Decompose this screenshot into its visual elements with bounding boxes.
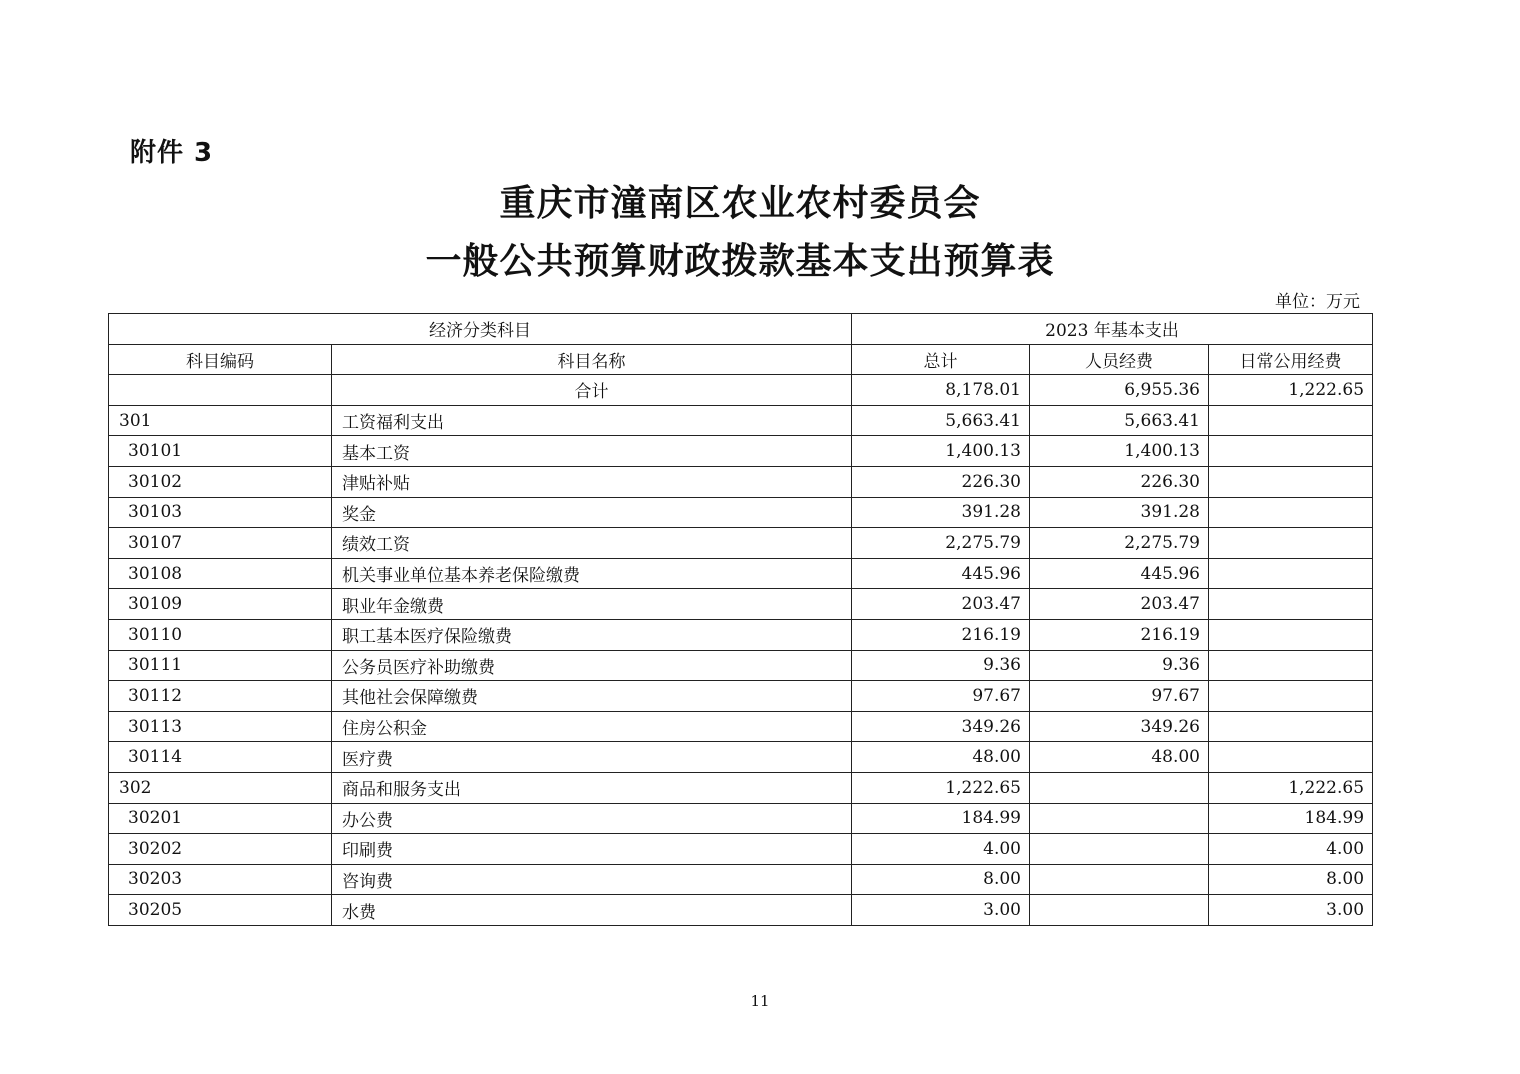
row-total: 97.67 xyxy=(852,681,1030,712)
group-header-basic-expenditure: 2023 年基本支出 xyxy=(852,314,1373,345)
row-name: 工资福利支出 xyxy=(332,405,852,436)
summary-code-cell xyxy=(109,375,332,406)
table-row xyxy=(109,834,1373,865)
page-number: 11 xyxy=(750,992,770,1010)
row-total: 9.36 xyxy=(852,650,1030,681)
row-public xyxy=(1209,405,1373,436)
row-code: 30102 xyxy=(109,466,332,497)
row-total: 48.00 xyxy=(852,742,1030,773)
group-header-classification: 经济分类科目 xyxy=(109,314,852,345)
table-row xyxy=(109,405,1373,436)
row-code: 30109 xyxy=(109,589,332,620)
row-public xyxy=(1209,619,1373,650)
table-row xyxy=(109,558,1373,589)
row-personnel: 97.67 xyxy=(1030,681,1209,712)
row-public xyxy=(1209,528,1373,559)
row-personnel: 391.28 xyxy=(1030,497,1209,528)
row-personnel: 1,400.13 xyxy=(1030,436,1209,467)
table-row xyxy=(109,466,1373,497)
row-personnel: 216.19 xyxy=(1030,619,1209,650)
table-row xyxy=(109,711,1373,742)
column-header-total: 总计 xyxy=(852,344,1030,375)
row-name: 机关事业单位基本养老保险缴费 xyxy=(332,558,852,589)
row-name: 印刷费 xyxy=(332,834,852,865)
budget-table xyxy=(108,313,1373,926)
row-code: 30103 xyxy=(109,497,332,528)
row-public xyxy=(1209,742,1373,773)
row-total: 2,275.79 xyxy=(852,528,1030,559)
row-public xyxy=(1209,497,1373,528)
row-personnel: 226.30 xyxy=(1030,466,1209,497)
row-code: 30111 xyxy=(109,650,332,681)
table-row xyxy=(109,497,1373,528)
table-row xyxy=(109,772,1373,803)
table-row xyxy=(109,589,1373,620)
row-total: 4.00 xyxy=(852,834,1030,865)
table-row xyxy=(109,436,1373,467)
row-personnel xyxy=(1030,834,1209,865)
row-name: 职工基本医疗保险缴费 xyxy=(332,619,852,650)
table-row xyxy=(109,528,1373,559)
row-name: 津贴补贴 xyxy=(332,466,852,497)
row-personnel: 445.96 xyxy=(1030,558,1209,589)
row-code: 30203 xyxy=(109,864,332,895)
row-code: 30114 xyxy=(109,742,332,773)
row-name: 咨询费 xyxy=(332,864,852,895)
row-public: 1,222.65 xyxy=(1209,772,1373,803)
row-name: 职业年金缴费 xyxy=(332,589,852,620)
table-row xyxy=(109,681,1373,712)
row-total: 203.47 xyxy=(852,589,1030,620)
row-total: 226.30 xyxy=(852,466,1030,497)
row-code: 30202 xyxy=(109,834,332,865)
row-code: 30110 xyxy=(109,619,332,650)
row-public xyxy=(1209,466,1373,497)
row-name: 基本工资 xyxy=(332,436,852,467)
row-personnel xyxy=(1030,772,1209,803)
row-personnel: 349.26 xyxy=(1030,711,1209,742)
table-row xyxy=(109,895,1373,926)
row-name: 医疗费 xyxy=(332,742,852,773)
row-personnel xyxy=(1030,895,1209,926)
summary-public: 1,222.65 xyxy=(1209,375,1373,406)
row-code: 30112 xyxy=(109,681,332,712)
column-header-personnel: 人员经费 xyxy=(1030,344,1209,375)
row-public: 8.00 xyxy=(1209,864,1373,895)
table-row xyxy=(109,650,1373,681)
row-total: 1,400.13 xyxy=(852,436,1030,467)
row-name: 公务员医疗补助缴费 xyxy=(332,650,852,681)
row-public xyxy=(1209,436,1373,467)
row-public xyxy=(1209,681,1373,712)
row-personnel: 2,275.79 xyxy=(1030,528,1209,559)
group-header-row xyxy=(109,314,1373,345)
table-row xyxy=(109,742,1373,773)
summary-row xyxy=(109,375,1373,406)
summary-total: 8,178.01 xyxy=(852,375,1030,406)
attachment-label: 附件 3 xyxy=(130,138,214,168)
row-public: 184.99 xyxy=(1209,803,1373,834)
row-name: 办公费 xyxy=(332,803,852,834)
row-code: 30113 xyxy=(109,711,332,742)
column-header-row xyxy=(109,344,1373,375)
row-public: 3.00 xyxy=(1209,895,1373,926)
summary-label: 合计 xyxy=(332,375,852,406)
row-total: 8.00 xyxy=(852,864,1030,895)
row-personnel: 203.47 xyxy=(1030,589,1209,620)
column-header-code: 科目编码 xyxy=(109,344,332,375)
row-total: 1,222.65 xyxy=(852,772,1030,803)
row-public xyxy=(1209,589,1373,620)
table-row xyxy=(109,619,1373,650)
row-personnel: 48.00 xyxy=(1030,742,1209,773)
row-name: 商品和服务支出 xyxy=(332,772,852,803)
row-total: 184.99 xyxy=(852,803,1030,834)
page-title-line1: 重庆市潼南区农业农村委员会 xyxy=(499,183,981,224)
row-personnel xyxy=(1030,803,1209,834)
row-total: 445.96 xyxy=(852,558,1030,589)
summary-personnel: 6,955.36 xyxy=(1030,375,1209,406)
unit-label: 单位：万元 xyxy=(1275,292,1360,312)
row-total: 349.26 xyxy=(852,711,1030,742)
row-code: 30201 xyxy=(109,803,332,834)
row-total: 391.28 xyxy=(852,497,1030,528)
row-code: 30205 xyxy=(109,895,332,926)
row-name: 水费 xyxy=(332,895,852,926)
row-public xyxy=(1209,558,1373,589)
row-code: 30108 xyxy=(109,558,332,589)
table-row xyxy=(109,864,1373,895)
row-personnel: 5,663.41 xyxy=(1030,405,1209,436)
row-total: 216.19 xyxy=(852,619,1030,650)
row-name: 住房公积金 xyxy=(332,711,852,742)
row-public xyxy=(1209,711,1373,742)
row-code: 301 xyxy=(109,405,332,436)
row-public xyxy=(1209,650,1373,681)
row-code: 30107 xyxy=(109,528,332,559)
row-name: 奖金 xyxy=(332,497,852,528)
row-total: 5,663.41 xyxy=(852,405,1030,436)
page-title-line2: 一般公共预算财政拨款基本支出预算表 xyxy=(425,241,1055,282)
row-personnel: 9.36 xyxy=(1030,650,1209,681)
row-total: 3.00 xyxy=(852,895,1030,926)
table-row xyxy=(109,803,1373,834)
row-name: 其他社会保障缴费 xyxy=(332,681,852,712)
row-personnel xyxy=(1030,864,1209,895)
row-code: 302 xyxy=(109,772,332,803)
row-name: 绩效工资 xyxy=(332,528,852,559)
column-header-public: 日常公用经费 xyxy=(1209,344,1373,375)
row-code: 30101 xyxy=(109,436,332,467)
row-public: 4.00 xyxy=(1209,834,1373,865)
column-header-name: 科目名称 xyxy=(332,344,852,375)
